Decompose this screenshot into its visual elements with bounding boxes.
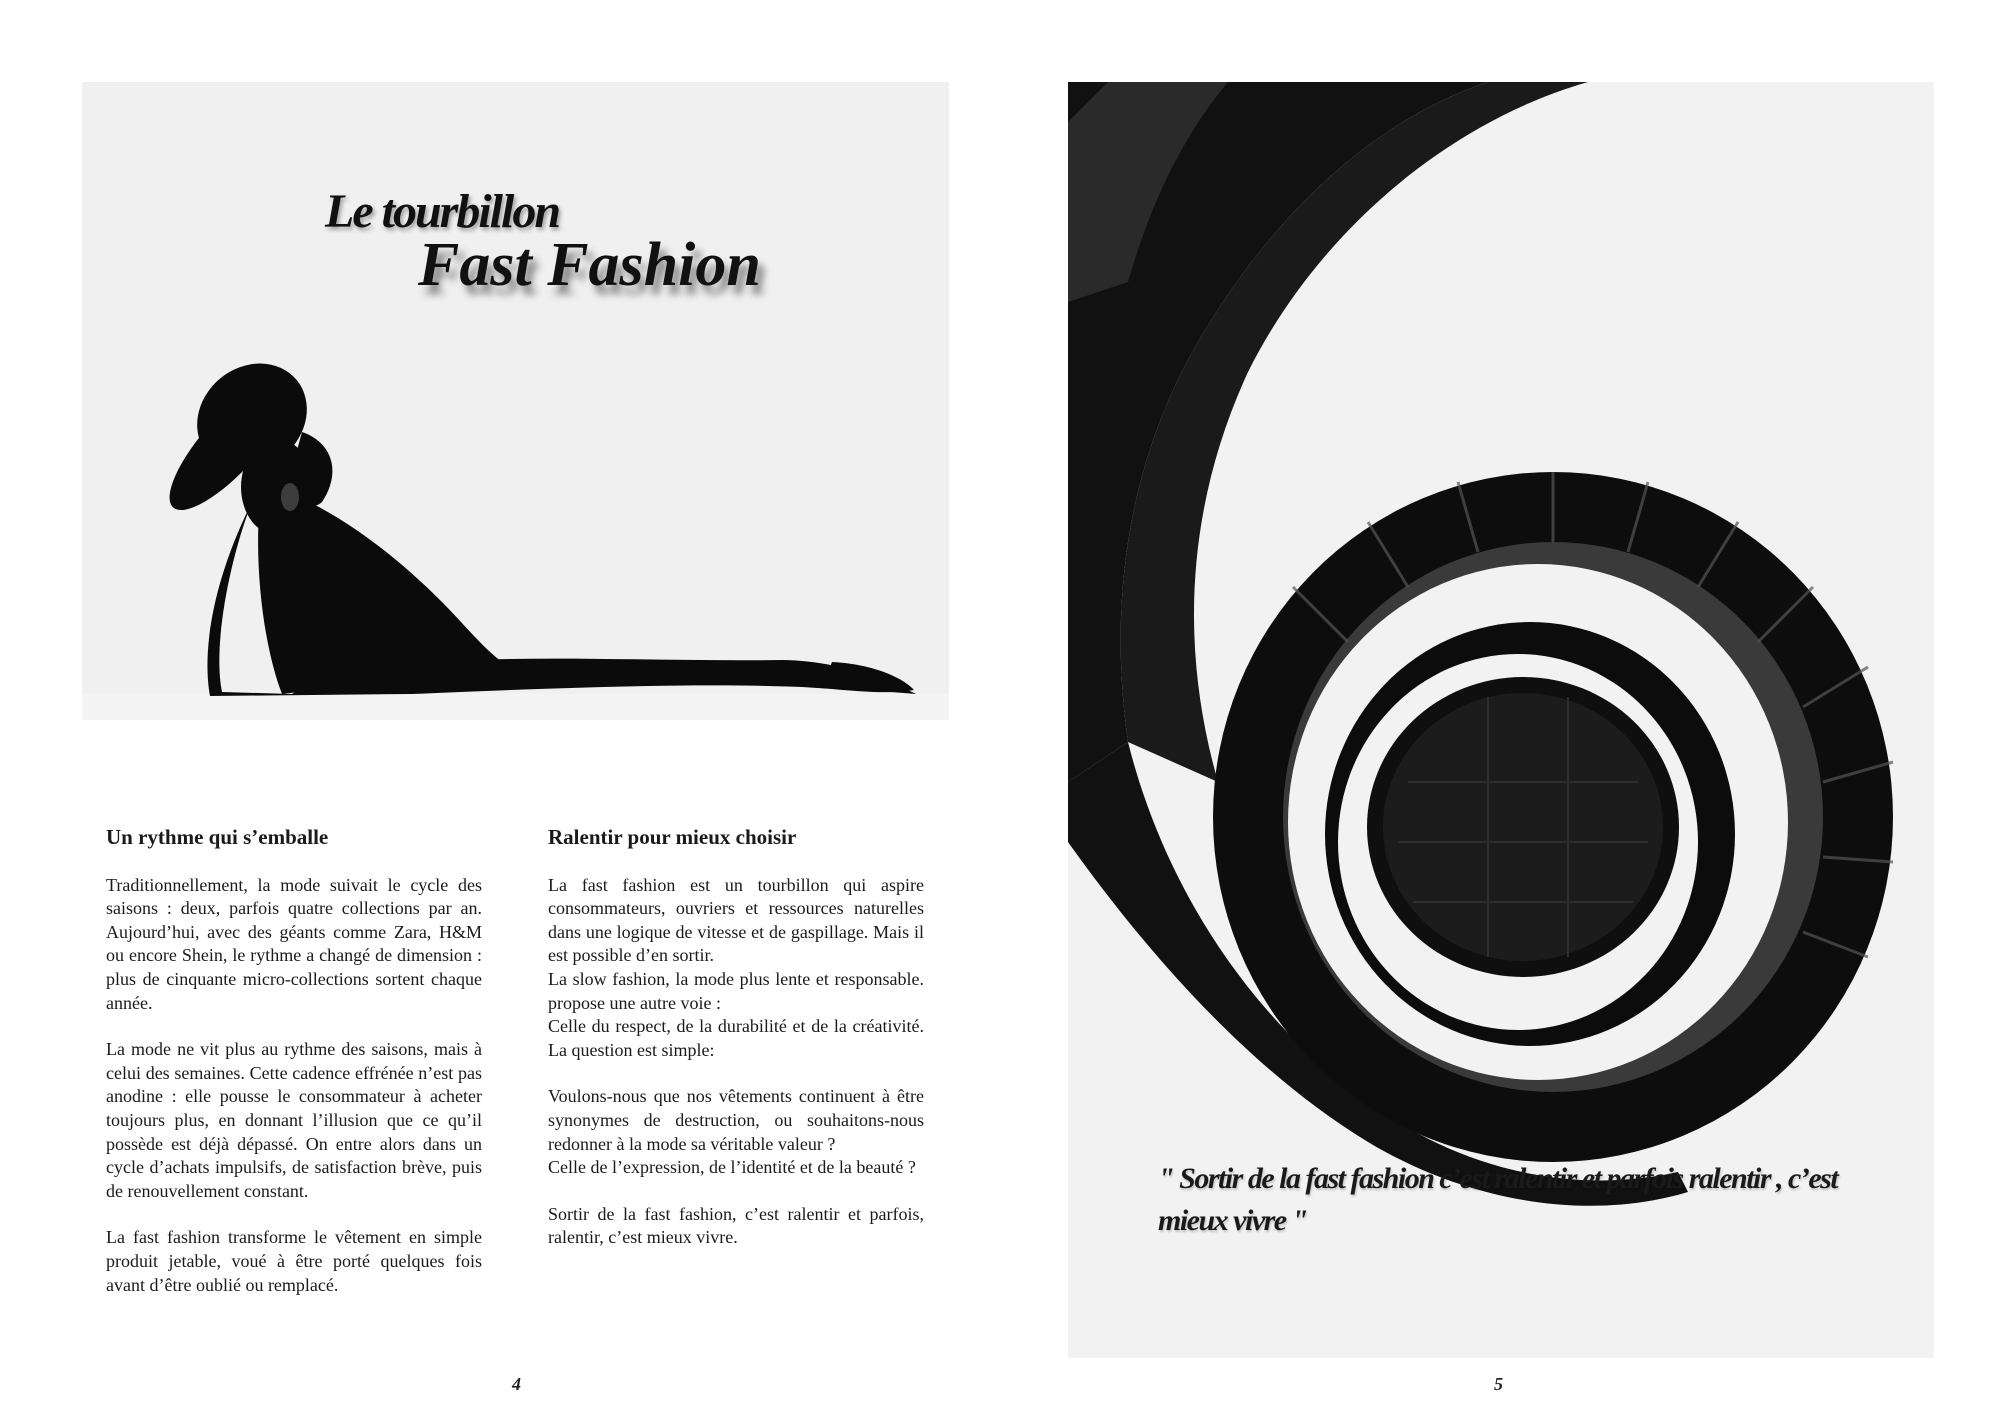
column-1-heading: Un rythme qui s’emballe: [106, 825, 329, 849]
article-title-line1: Le tourbillon: [325, 185, 560, 238]
column-2-paragraph-4: Voulons-nous que nos vêtements continuent à être synonymes de destruction, ou souhaitons-nous redonner à la mode sa véritable valeur ?: [548, 1086, 924, 1154]
hero-photo-woman-in-hat: [82, 82, 949, 720]
pull-quote: " Sortir de la fast fashion c’est ralentir et parfois ralentir , c’est mieux vivre ": [1158, 1162, 1838, 1237]
column-2-heading: Ralentir pour mieux choisir: [548, 825, 797, 849]
column-2-paragraph-2: La slow fashion, la mode plus lente et responsable. propose une autre voie :: [548, 968, 924, 1013]
column-1-paragraph-2: La mode ne vit plus au rythme des saisons, mais à celui des semaines. Cette cadence effrénée n’est pas anodine : elle pousse le consommateur à acheter toujours plus, en donnant l’illusion que ce qu’il possède est déjà dépassé. On entre alors dans un cycle d’achats impulsifs, de satisfaction brève, puis de renouvellement constant.: [106, 1039, 482, 1201]
column-2-paragraph-5: Celle de l’expression, de l’identité et de la beauté ?: [548, 1157, 916, 1178]
column-2: [548, 826, 924, 1273]
column-2-paragraph-6: Sortir de la fast fashion, c’est ralentir et parfois, ralentir, c’est mieux vivre.: [548, 1203, 924, 1248]
article-title-line2: Fast Fashion: [418, 231, 761, 299]
column-1: [106, 826, 482, 1320]
column-2-paragraph-3: Celle du respect, de la durabilité et de la créativité. La question est simple:: [548, 1016, 924, 1060]
column-1-paragraph-1: Traditionnellement, la mode suivait le cycle des saisons : deux, parfois quatre collections par an. Aujourd’hui, avec des géants comme Zara, H&M ou encore Shein, le rythme a changé de dimension : plus de cinquante micro-collections sortent chaque année.: [106, 874, 482, 1013]
page-number-right: 5: [1494, 1374, 1503, 1394]
column-2-paragraph-1: La fast fashion est un tourbillon qui aspire consommateurs, ouvriers et ressources naturelles dans une logique de vitesse et de gaspillage. Mais il est possible d’en sortir.: [548, 874, 924, 966]
column-1-paragraph-3: La fast fashion transforme le vêtement en simple produit jetable, voué à être porté quelques fois avant d’être oublié ou remplacé.: [106, 1227, 482, 1295]
page-number-left: 4: [512, 1374, 521, 1394]
